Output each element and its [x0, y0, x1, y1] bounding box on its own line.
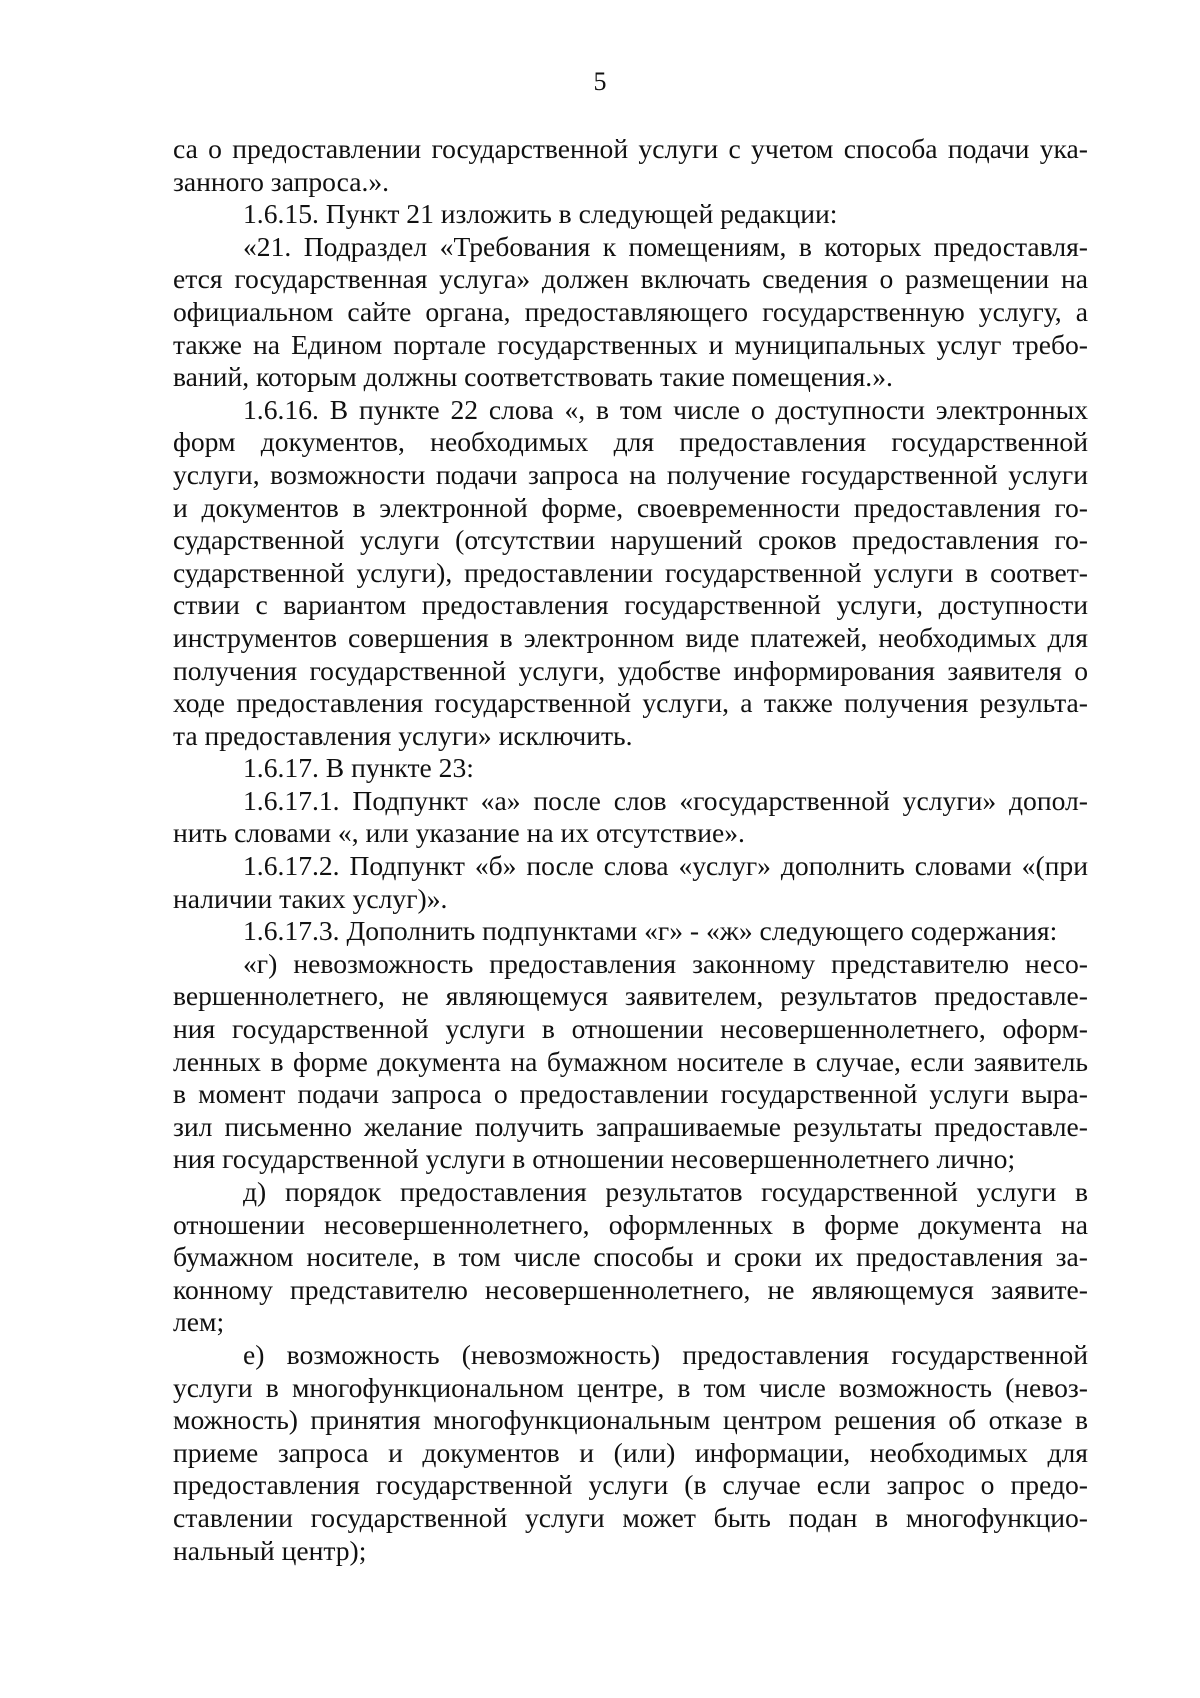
text-line: конному представителю несовершеннолетнего, не являющемуся заявите-	[173, 1273, 1088, 1305]
text-line: сударственной услуги (отсутствии нарушений сроков предоставления го-	[173, 524, 1088, 556]
text-line: ленных в форме документа на бумажном носителе в случае, если заявитель	[173, 1045, 1088, 1077]
text-line: 1.6.17. В пункте 23:	[243, 752, 474, 784]
text-line: также на Едином портале государственных и муниципальных услуг требо-	[173, 328, 1088, 360]
text-line: получения государственной услуги, удобстве информирования заявителя о	[173, 654, 1088, 686]
text-line: лем;	[173, 1306, 225, 1338]
text-line: можность) принятия многофункциональным центром решения об отказе в	[173, 1404, 1088, 1436]
text-line: занного запроса.».	[173, 165, 390, 197]
text-line: ходе предоставления государственной услуги, а также получения результа-	[173, 687, 1088, 719]
document-body	[173, 133, 1088, 1567]
text-line: вершеннолетнего, не являющемуся заявителем, результатов предоставле-	[173, 980, 1088, 1012]
text-line: приеме запроса и документов и (или) информации, необходимых для	[173, 1436, 1088, 1468]
text-line: наличии таких услуг)».	[173, 882, 448, 914]
text-line: сударственной услуги), предоставлении государственной услуги в соответ-	[173, 556, 1088, 588]
text-line: нальный центр);	[173, 1534, 367, 1566]
text-line: отношении несовершеннолетнего, оформленных в форме документа на	[173, 1208, 1088, 1240]
text-line: 1.6.17.1. Подпункт «а» после слов «государственной услуги» допол-	[243, 784, 1088, 816]
text-line: зил письменно желание получить запрашиваемые результаты предоставле-	[173, 1110, 1088, 1142]
text-line: 1.6.16. В пункте 22 слова «, в том числе о доступности электронных	[243, 393, 1088, 425]
text-line: ваний, которым должны соответствовать такие помещения.».	[173, 361, 893, 393]
text-line: форм документов, необходимых для предоставления государственной	[173, 426, 1088, 458]
text-line: та предоставления услуги» исключить.	[173, 719, 633, 751]
text-line: в момент подачи запроса о предоставлении государственной услуги выра-	[173, 1078, 1088, 1110]
text-line: ствии с вариантом предоставления государственной услуги, доступности	[173, 589, 1088, 621]
text-line: и документов в электронной форме, своевременности предоставления го-	[173, 491, 1088, 523]
text-line: 1.6.15. Пункт 21 изложить в следующей редакции:	[243, 198, 838, 230]
text-line: бумажном носителе, в том числе способы и сроки их предоставления за-	[173, 1241, 1088, 1273]
text-line: ния государственной услуги в отношении несовершеннолетнего лично;	[173, 1143, 1016, 1175]
text-line: 1.6.17.3. Дополнить подпунктами «г» - «ж» следующего содержания:	[243, 915, 1058, 947]
text-line: ставлении государственной услуги может быть подан в многофункцио-	[173, 1501, 1088, 1533]
text-line: официальном сайте органа, предоставляющего государственную услугу, а	[173, 295, 1088, 327]
text-line: 1.6.17.2. Подпункт «б» после слова «услуг» дополнить словами «(при	[243, 850, 1088, 882]
text-line: нить словами «, или указание на их отсутствие».	[173, 817, 745, 849]
text-line: е) возможность (невозможность) предоставления государственной	[243, 1338, 1088, 1370]
text-line: са о предоставлении государственной услуги с учетом способа подачи ука-	[173, 133, 1088, 164]
page-number: 5	[593, 67, 607, 96]
text-line: «г) невозможность предоставления законному представителю несо-	[243, 947, 1088, 979]
text-line: предоставления государственной услуги (в случае если запрос о предо-	[173, 1469, 1088, 1501]
text-line: услуги, возможности подачи запроса на получение государственной услуги	[173, 458, 1088, 490]
text-line: ется государственная услуга» должен включать сведения о размещении на	[173, 263, 1088, 295]
text-line: инструментов совершения в электронном виде платежей, необходимых для	[173, 621, 1088, 653]
text-line: услуги в многофункциональном центре, в том числе возможность (невоз-	[173, 1371, 1088, 1403]
text-line: «21. Подраздел «Требования к помещениям, в которых предоставля-	[243, 230, 1088, 262]
text-line: ния государственной услуги в отношении несовершеннолетнего, оформ-	[173, 1013, 1088, 1045]
text-line: д) порядок предоставления результатов государственной услуги в	[243, 1176, 1088, 1207]
